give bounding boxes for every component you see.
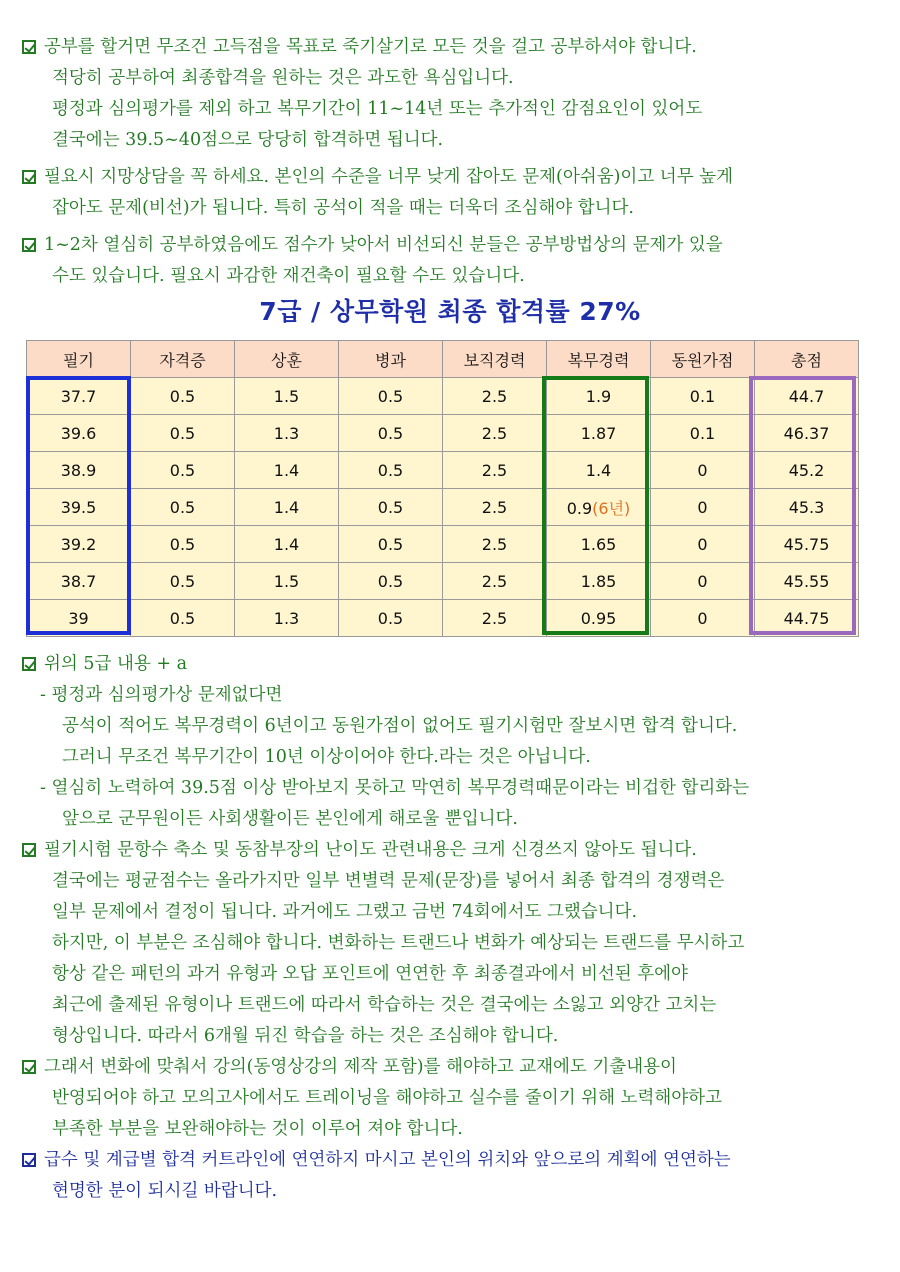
- cell: 2.5: [443, 378, 547, 415]
- p7-line1: 급수 및 계급별 합격 커트라인에 연연하지 마시고 본인의 위치와 앞으로의 계획에 연연하는: [22, 1145, 882, 1176]
- cell: 0.95: [547, 600, 651, 637]
- table-row: [27, 563, 859, 600]
- table-row: [27, 452, 859, 489]
- header-cell: 복무경력: [547, 341, 651, 378]
- cell: 39.2: [27, 526, 131, 563]
- cell: 0.5: [339, 378, 443, 415]
- p4-dash2: - 열심히 노력하여 39.5점 이상 받아보지 못하고 막연히 복무경력때문이라는 비겁한 합리화는: [40, 778, 750, 798]
- p7-line2: 현명한 분이 되시길 바랍니다.: [52, 1181, 278, 1201]
- service-value: 0.9: [566, 498, 593, 518]
- p4-dash2-line1: 앞으로 군무원이든 사회생활이든 본인에게 해로울 뿐입니다.: [62, 809, 518, 829]
- cell: 46.37: [755, 415, 859, 452]
- cell: 39.6: [27, 415, 131, 452]
- cell: 2.5: [443, 452, 547, 489]
- intro-p1-line1: 공부를 할거면 무조건 고득점을 목표로 죽기살기로 모든 것을 걸고 공부하셔야 합니다.: [22, 32, 882, 63]
- cell: 1.85: [547, 563, 651, 600]
- cell: 0.5: [131, 563, 235, 600]
- p4-dash1-line2: 그러니 무조건 복무기간이 10년 이상이어야 한다.라는 것은 아닙니다.: [62, 747, 591, 767]
- header-cell: 동원가점: [651, 341, 755, 378]
- cell: 0.5: [339, 415, 443, 452]
- table-title: 7급 / 상무학원 최종 합격률 27%: [259, 297, 641, 326]
- cell: 0.5: [131, 600, 235, 637]
- cell: 2.5: [443, 489, 547, 526]
- cell: 1.87: [547, 415, 651, 452]
- service-years-note: (6년): [592, 498, 631, 518]
- cell: 0: [651, 600, 755, 637]
- header-cell: 상훈: [235, 341, 339, 378]
- cell: 2.5: [443, 415, 547, 452]
- checkbox-icon: [22, 657, 36, 671]
- cell: 0.5: [339, 452, 443, 489]
- score-table: [26, 340, 859, 637]
- cell: 45.3: [755, 489, 859, 526]
- cell: 1.4: [235, 452, 339, 489]
- intro-p1-line4: 결국에는 39.5~40점으로 당당히 합격하면 됩니다.: [52, 130, 444, 150]
- p5-line7: 형상입니다. 따라서 6개월 뒤진 학습을 하는 것은 조심해야 합니다.: [52, 1026, 559, 1046]
- header-cell: 필기: [27, 341, 131, 378]
- table-row: [27, 415, 859, 452]
- cell: 0: [651, 526, 755, 563]
- cell: 0.5: [131, 415, 235, 452]
- table-row: [27, 526, 859, 563]
- intro-section: [22, 32, 882, 292]
- cell: 0.5: [131, 526, 235, 563]
- p5-line4: 하지만, 이 부분은 조심해야 합니다. 변화하는 트랜드나 변화가 예상되는 트랜드를 무시하고: [52, 933, 745, 953]
- checkbox-icon: [22, 843, 36, 857]
- cell: 1.3: [235, 600, 339, 637]
- cell: 0: [651, 563, 755, 600]
- cell: 2.5: [443, 526, 547, 563]
- body-section: [22, 649, 882, 1207]
- cell: 0.5: [131, 489, 235, 526]
- cell: 39.5: [27, 489, 131, 526]
- intro-p3-line1: 1~2차 열심히 공부하였음에도 점수가 낮아서 비선되신 분들은 공부방법상의 문제가 있을: [22, 230, 882, 261]
- checkbox-icon: [22, 238, 36, 252]
- intro-p3-line2: 수도 있습니다. 필요시 과감한 재건축이 필요할 수도 있습니다.: [52, 266, 525, 286]
- checkbox-icon: [22, 40, 36, 54]
- cell: 0: [651, 452, 755, 489]
- cell: 2.5: [443, 563, 547, 600]
- cell: 45.2: [755, 452, 859, 489]
- cell: 0.5: [339, 526, 443, 563]
- cell-service-with-note: [547, 489, 651, 526]
- cell: 1.4: [547, 452, 651, 489]
- cell: 0.5: [131, 378, 235, 415]
- cell: 45.55: [755, 563, 859, 600]
- intro-p2-line2: 잡아도 문제(비선)가 됩니다. 특히 공석이 적을 때는 더욱더 조심해야 합니다.: [52, 198, 634, 218]
- p6-line1: 그래서 변화에 맞춰서 강의(동영상강의 제작 포함)를 해야하고 교재에도 기출내용이: [22, 1052, 882, 1083]
- checkbox-icon: [22, 170, 36, 184]
- cell: 38.9: [27, 452, 131, 489]
- cell: 38.7: [27, 563, 131, 600]
- header-cell: 자격증: [131, 341, 235, 378]
- cell: 1.9: [547, 378, 651, 415]
- table-row: [27, 600, 859, 637]
- header-cell: 병과: [339, 341, 443, 378]
- cell: 0.1: [651, 415, 755, 452]
- cell: 37.7: [27, 378, 131, 415]
- p5-line5: 항상 같은 패턴의 과거 유형과 오답 포인트에 연연한 후 최종결과에서 비선된 후에야: [52, 964, 688, 984]
- header-cell: 총점: [755, 341, 859, 378]
- cell: 1.5: [235, 378, 339, 415]
- cell: 1.4: [235, 489, 339, 526]
- cell: 0.5: [339, 489, 443, 526]
- cell: 44.75: [755, 600, 859, 637]
- cell: 0.5: [339, 600, 443, 637]
- p5-line1: 필기시험 문항수 축소 및 동참부장의 난이도 관련내용은 크게 신경쓰지 않아도 됩니다.: [22, 835, 882, 866]
- cell: 1.5: [235, 563, 339, 600]
- p5-line2: 결국에는 평균점수는 올라가지만 일부 변별력 문제(문장)를 넣어서 최종 합격의 경쟁력은: [52, 871, 725, 891]
- cell: 0.5: [131, 452, 235, 489]
- cell: 1.4: [235, 526, 339, 563]
- p6-line2: 반영되어야 하고 모의고사에서도 트레이닝을 해야하고 실수를 줄이기 위해 노력해야하고: [52, 1088, 722, 1108]
- p4-head: 위의 5급 내용 + a: [22, 649, 882, 680]
- cell: 0.1: [651, 378, 755, 415]
- p5-line6: 최근에 출제된 유형이나 트랜드에 따라서 학습하는 것은 결국에는 소잃고 외양간 고치는: [52, 995, 717, 1015]
- p6-line3: 부족한 부분을 보완해야하는 것이 이루어 져야 합니다.: [52, 1119, 463, 1139]
- p4-dash1: - 평정과 심의평가상 문제없다면: [40, 685, 283, 705]
- table-row: [27, 378, 859, 415]
- cell: 1.65: [547, 526, 651, 563]
- cell: 39: [27, 600, 131, 637]
- p4-dash1-line1: 공석이 적어도 복무경력이 6년이고 동원가점이 없어도 필기시험만 잘보시면 합격 합니다.: [62, 716, 738, 736]
- intro-p1-line3: 평정과 심의평가를 제외 하고 복무기간이 11~14년 또는 추가적인 감점요인이 있어도: [52, 99, 703, 119]
- intro-p1-line2: 적당히 공부하여 최종합격을 원하는 것은 과도한 욕심입니다.: [52, 68, 514, 88]
- checkbox-icon: [22, 1153, 36, 1167]
- cell: 44.7: [755, 378, 859, 415]
- cell: 0: [651, 489, 755, 526]
- table-header-row: [27, 341, 859, 378]
- cell: 45.75: [755, 526, 859, 563]
- cell: 0.5: [339, 563, 443, 600]
- intro-p2-line1: 필요시 지망상담을 꼭 하세요. 본인의 수준을 너무 낮게 잡아도 문제(아쉬움)이고 너무 높게: [22, 162, 882, 193]
- checkbox-icon: [22, 1060, 36, 1074]
- header-cell: 보직경력: [443, 341, 547, 378]
- table-row: [27, 489, 859, 526]
- cell: 1.3: [235, 415, 339, 452]
- p5-line3: 일부 문제에서 결정이 됩니다. 과거에도 그랬고 금번 74회에서도 그랬습니다.: [52, 902, 638, 922]
- cell: 2.5: [443, 600, 547, 637]
